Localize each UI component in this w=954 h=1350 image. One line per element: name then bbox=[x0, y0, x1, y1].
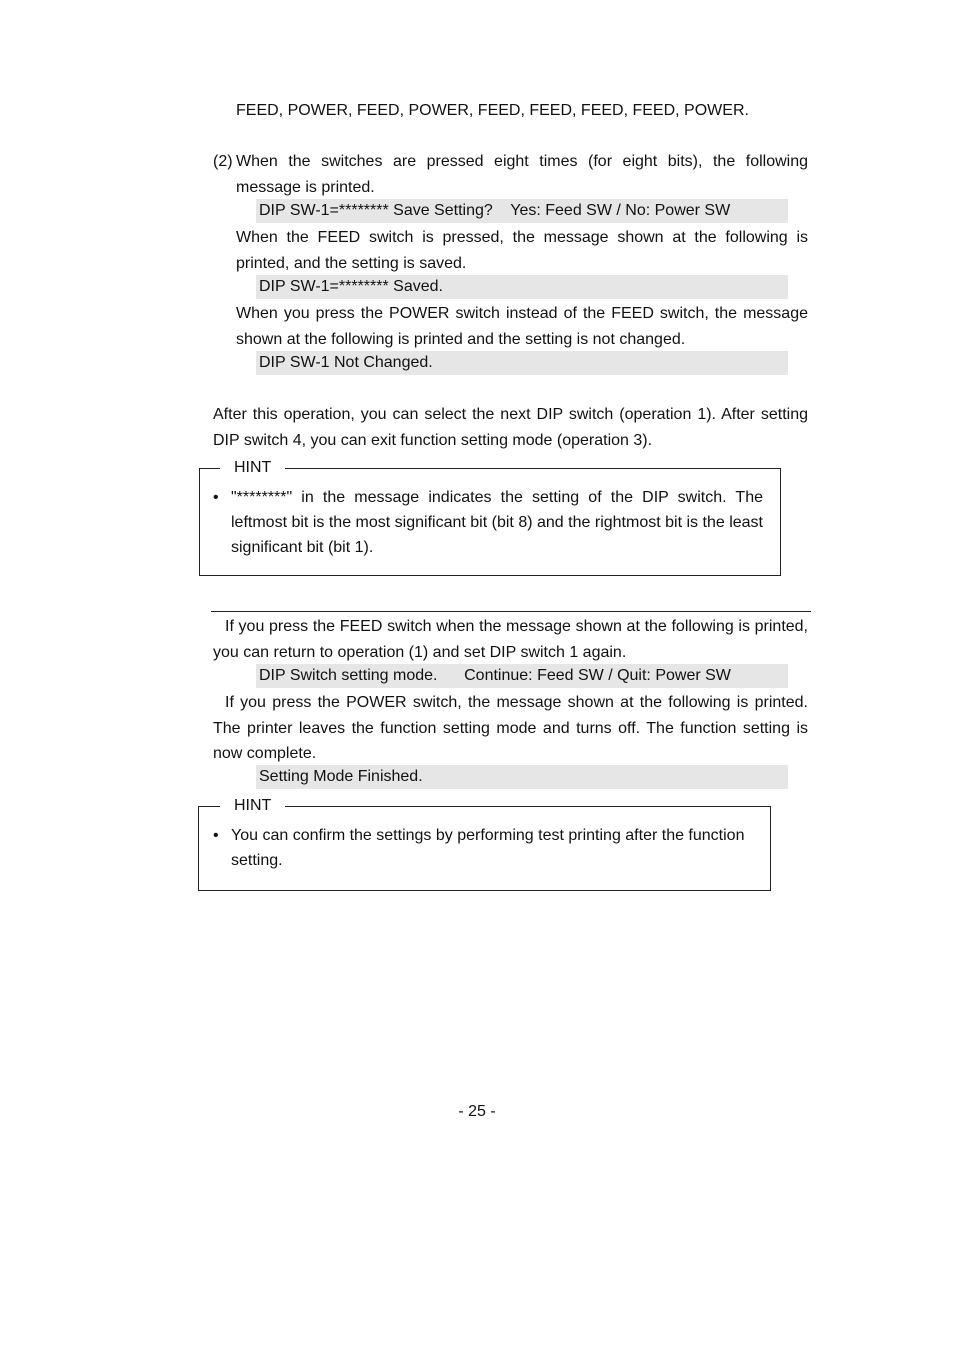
hint-text: You can confirm the settings by performing test printing after the function setting. bbox=[231, 827, 745, 869]
page-number: - 25 - bbox=[458, 1103, 496, 1120]
message-dip-switch-setting-mode: DIP Switch setting mode. Continue: Feed SW / Quit: Power SW bbox=[256, 664, 788, 688]
message-save-setting: DIP SW-1=******** Save Setting? Yes: Feed SW / No: Power SW bbox=[256, 199, 788, 223]
switch-sequence-text: FEED, POWER, FEED, POWER, FEED, FEED, FEED, FEED, POWER. bbox=[236, 102, 749, 119]
bullet-icon: • bbox=[213, 489, 219, 506]
feed-switch-text: When the FEED switch is pressed, the message shown at the following is printed, and the setting is saved. bbox=[236, 229, 808, 272]
feed-return-text: If you press the FEED switch when the message shown at the following is printed, you can return to operation (1) and set DIP switch 1 again. bbox=[213, 618, 808, 661]
after-operation-text: After this operation, you can select the next DIP switch (operation 1). After setting DIP switch 4, you can exit function setting mode (operation 3). bbox=[213, 406, 808, 449]
step-2-text: When the switches are pressed eight times (for eight bits), the following message is printed. bbox=[236, 153, 808, 196]
power-switch-text: When you press the POWER switch instead of the FEED switch, the message shown at the following is printed and the setting is not changed. bbox=[236, 305, 808, 348]
bullet-icon: • bbox=[213, 827, 219, 844]
section-divider bbox=[211, 611, 811, 612]
hint-label: HINT bbox=[220, 458, 285, 478]
power-finish-text: If you press the POWER switch, the message shown at the following is printed. The printer leaves the function setting mode and turns off. The function setting is now complete. bbox=[213, 694, 808, 762]
step-2-marker: (2) bbox=[213, 153, 233, 170]
message-setting-mode-finished: Setting Mode Finished. bbox=[256, 765, 788, 789]
message-not-changed: DIP SW-1 Not Changed. bbox=[256, 351, 788, 375]
hint-text: "********" in the message indicates the setting of the DIP switch. The leftmost bit is the most significant bit (bit 8) and the rightmost bit is the least significant bit (bit 1). bbox=[231, 489, 763, 556]
message-saved: DIP SW-1=******** Saved. bbox=[256, 275, 788, 299]
hint-label: HINT bbox=[220, 796, 285, 816]
